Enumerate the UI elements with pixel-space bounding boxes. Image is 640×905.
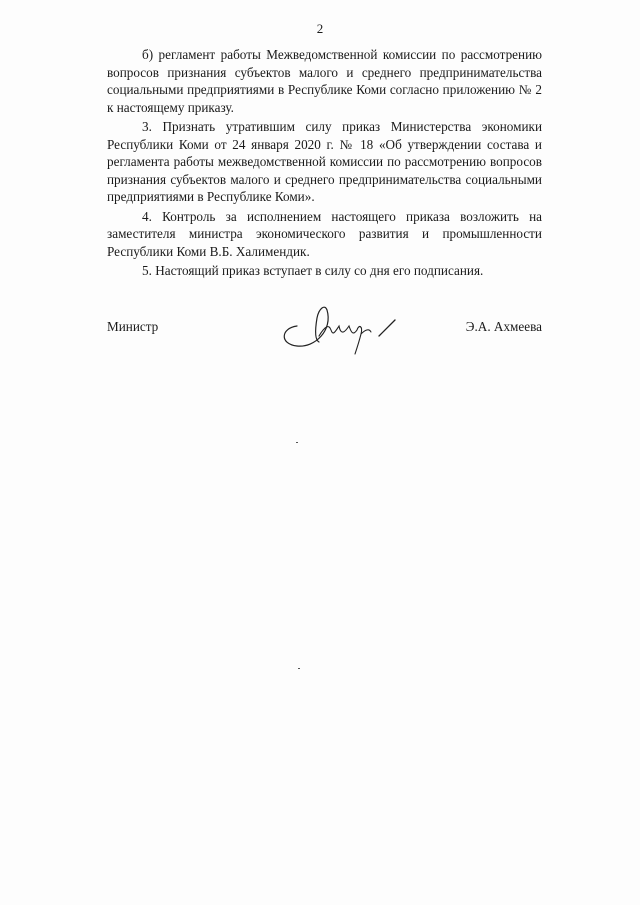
scan-speck	[298, 668, 300, 669]
signature-block	[107, 318, 542, 348]
document-body	[107, 46, 542, 282]
page-number: 2	[316, 21, 324, 36]
scan-speck	[296, 442, 298, 443]
paragraph-regulation: б) регламент работы Межведомственной комиссии по рассмотрению вопросов признания субъектов малого и среднего предпринимательства социальными предприятиями в Республике Коми согласно приложению № 2 к настоящему приказу.	[107, 47, 542, 115]
paragraph-repeal-order: 3. Признать утратившим силу приказ Министерства экономики Республики Коми от 24 января 2020 г. № 18 «Об утверждении состава и регламента работы межведомственной комиссии по рассмотрению вопросов признания субъектов малого и среднего предпринимательства социальными предприятиями в Республике Коми».	[107, 119, 542, 204]
signatory-name: Э.А. Ахмеева	[465, 319, 542, 334]
paragraph-effective-date: 5. Настоящий приказ вступает в силу со дня его подписания.	[142, 263, 484, 278]
signatory-title: Министр	[107, 319, 159, 334]
paragraph-control: 4. Контроль за исполнением настоящего приказа возложить на заместителя министра экономического развития и промышленности Республики Коми В.Б. Халимендик.	[107, 208, 542, 259]
handwritten-signature	[275, 296, 405, 356]
